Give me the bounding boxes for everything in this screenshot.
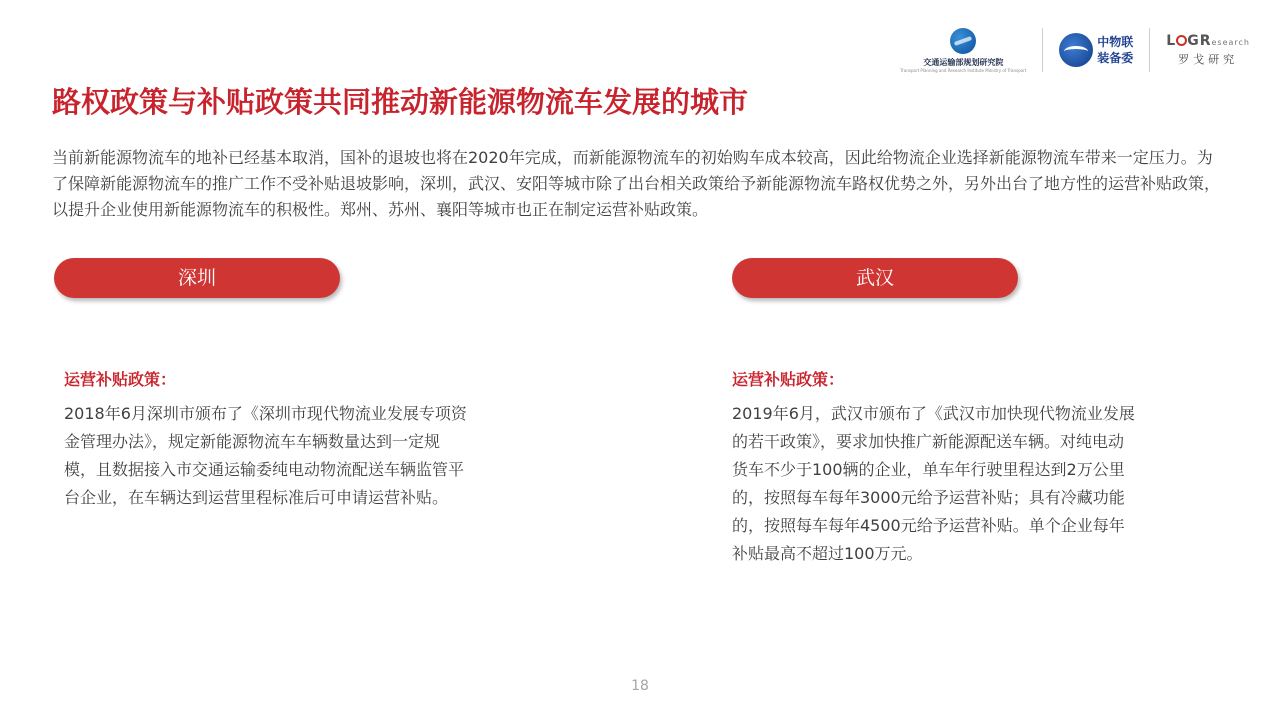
logr-chinese-name: 罗戈研究 (1178, 53, 1239, 66)
cflp-name: 中物联 (1097, 35, 1134, 49)
cflp-sub: 装备委 (1097, 51, 1134, 65)
shenzhen-policy-text: 2018年6月深圳市颁布了《深圳市现代物流业发展专项资金管理办法》，规定新能源物流车车辆数量达到一定规模，且数据接入市交通运输委纯电动物流配送车辆监管平台企业，在车辆达到运营里程标准后可申请运营补贴。 (64, 404, 467, 507)
page-number: 18 (631, 678, 649, 694)
cflp-globe-icon (1059, 33, 1093, 67)
cflp-text (1097, 34, 1133, 66)
tprc-subtitle: Transport Planning and Research Institute Ministry of Transport (900, 67, 1027, 73)
tprc-globe-icon (950, 28, 976, 54)
city-pill-wuhan: 武汉 (732, 258, 1018, 298)
tprc-logo (900, 25, 1026, 75)
logo-divider (1042, 28, 1043, 72)
page-title: 路权政策与补贴政策共同推动新能源物流车发展的城市 (52, 85, 749, 119)
header-logos (900, 22, 1250, 78)
tprc-name: 交通运输部规划研究院 (923, 57, 1004, 67)
cflp-logo (1059, 25, 1133, 75)
logr-logo (1166, 25, 1250, 75)
shenzhen-policy-heading: 运营补贴政策： (64, 370, 177, 389)
city-pill-shenzhen: 深圳 (54, 258, 340, 298)
logr-mark: L GResearch (1166, 33, 1250, 49)
intro-paragraph: 当前新能源物流车的地补已经基本取消，国补的退坡也将在2020年完成，而新能源物流车的初始购车成本较高，因此给物流企业选择新能源物流车带来一定压力。为了保障新能源物流车的推广工作不受补贴退坡影响，深圳，武汉、安阳等城市除了出台相关政策给予新能源物流车路权优势之外，另外出台了地方性的运营补贴政策，以提升企业使用新能源物流车的积极性。郑州、苏州、襄阳等城市也正在制定运营补贴政策。 (52, 148, 1221, 219)
wuhan-policy-text: 2019年6月，武汉市颁布了《武汉市加快现代物流业发展的若干政策》，要求加快推广新能源配送车辆。对纯电动货车不少于100辆的企业，单车年行驶里程达到2万公里的，按照每车每年3000元给予运营补贴；具有冷藏功能的，按照每车每年4500元给予运营补贴。单个企业每年补贴最高不超过100万元。 (732, 404, 1135, 563)
wuhan-policy-heading: 运营补贴政策： (732, 370, 845, 389)
logo-divider (1149, 28, 1150, 72)
